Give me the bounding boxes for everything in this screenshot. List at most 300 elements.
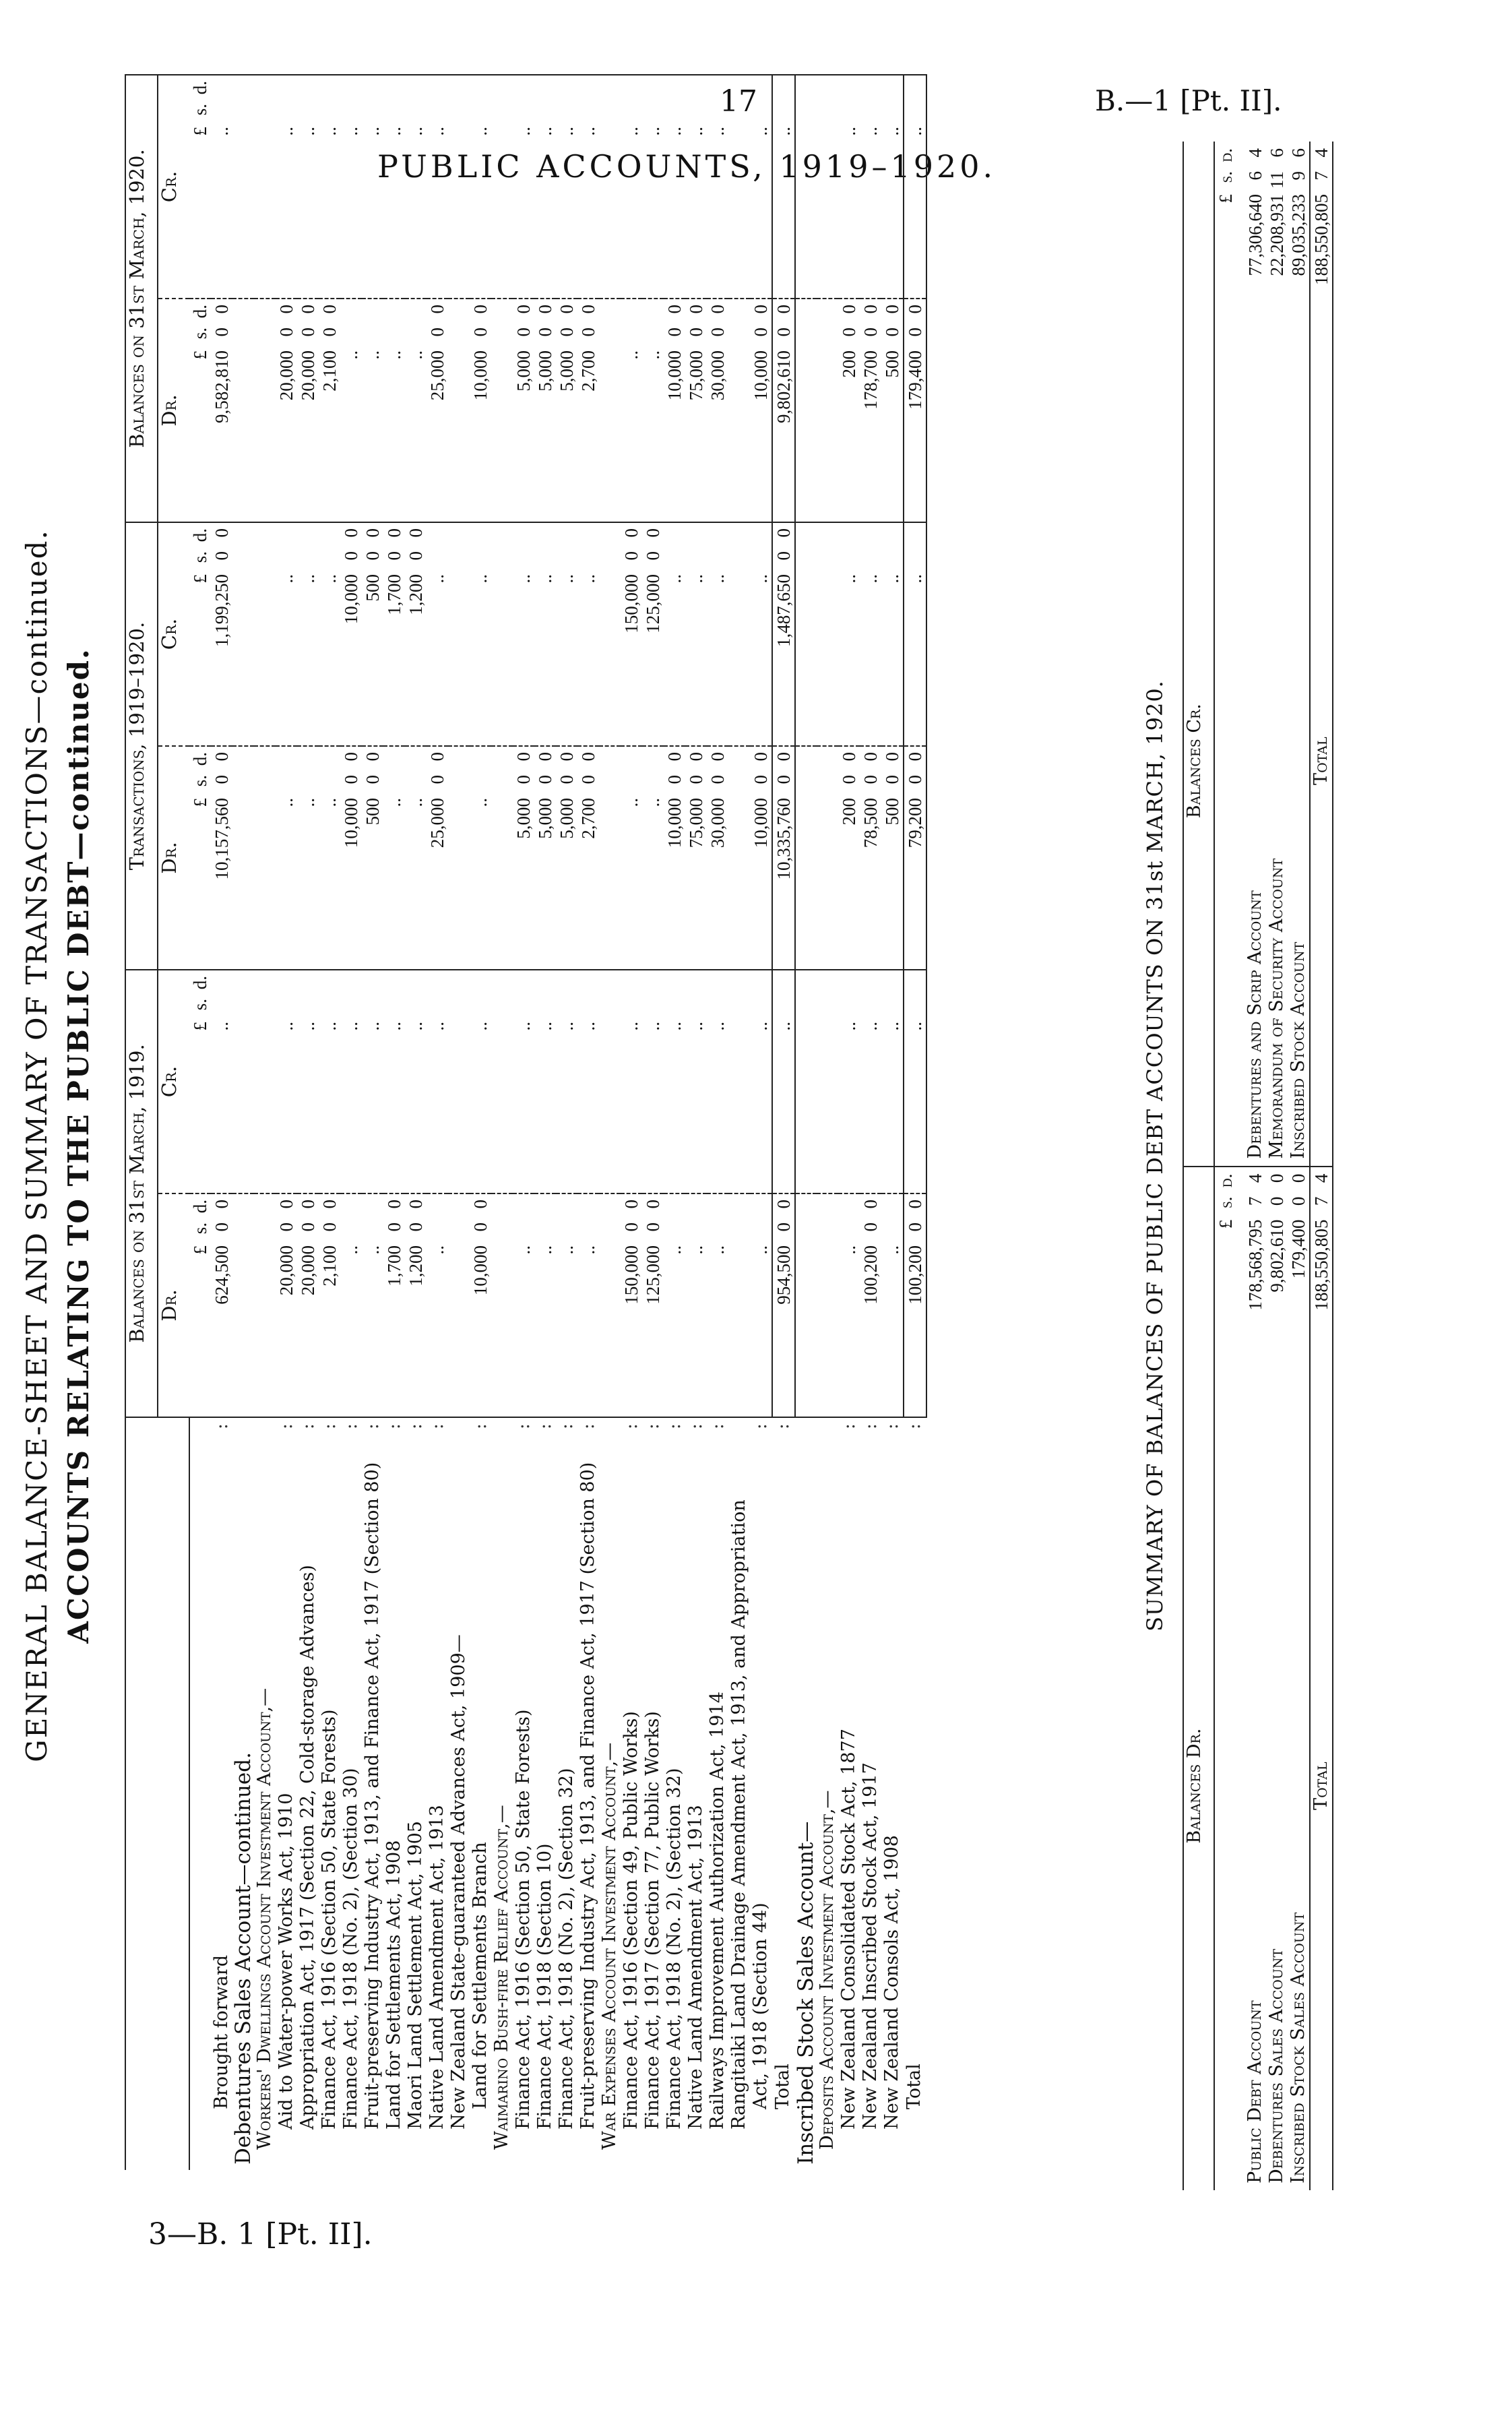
col-group-1919: Balances on 31st March, 1919. xyxy=(125,970,158,1417)
amount-cell-bcr xyxy=(599,970,621,1193)
amount-cell-tdr xyxy=(340,746,362,970)
summary-pound-cr: £ xyxy=(1216,194,1236,204)
amount-pounds: .. xyxy=(384,798,404,807)
leader-dots: : xyxy=(904,1423,924,1430)
row-label xyxy=(340,1417,362,2170)
amount-pounds: .. xyxy=(839,574,859,584)
amount-pounds: .. xyxy=(621,1022,641,1031)
row-label xyxy=(254,1417,276,2170)
summary-dr-total-shillings: 7 xyxy=(1311,1196,1331,1206)
table-row xyxy=(577,75,599,2170)
amount-pounds: 100,200 xyxy=(860,1245,881,1305)
main-subtitle: ACCOUNTS RELATING TO THE PUBLIC DEBT—continued. xyxy=(62,648,95,1644)
row-label-text: New Zealand Consols Act, 1908 xyxy=(881,1835,902,2130)
amount-pounds: .. xyxy=(212,1022,232,1031)
amount-pence: 0 xyxy=(774,305,794,314)
leader-dots: : xyxy=(383,1423,404,1430)
pence-unit: d. xyxy=(190,1200,210,1214)
amount-cell-tdr xyxy=(211,746,232,970)
summary-row xyxy=(1266,142,1288,2190)
amount-shillings: 0 xyxy=(905,775,925,784)
public-debt-table xyxy=(125,74,927,2170)
amount-pounds: .. xyxy=(707,574,728,584)
amount-shillings: 0 xyxy=(621,1222,641,1232)
summary-cr-label: Inscribed Stock Account xyxy=(1288,356,1310,1167)
amount-pounds: .. xyxy=(470,127,491,136)
summary-dr-pounds: 178,568,795 xyxy=(1245,1219,1265,1311)
row-label-text: Maori Land Settlement Act, 1905 xyxy=(405,1821,426,2130)
row-label-text: Finance Act, 1917 (Section 77, Public Works) xyxy=(642,1711,663,2130)
amount-pounds: .. xyxy=(882,1245,902,1255)
amount-cell-bdr xyxy=(860,1193,881,1417)
amount-pounds: .. xyxy=(860,1022,881,1031)
header-title: PUBLIC ACCOUNTS, 1919–1920. xyxy=(377,148,997,185)
amount-pence: 0 xyxy=(384,1200,404,1209)
amount-pence: 0 xyxy=(578,305,598,314)
amount-shillings: 0 xyxy=(707,328,728,337)
amount-cell-bcr xyxy=(642,970,664,1193)
amount-pounds: 5,000 xyxy=(535,350,555,392)
leader-dots: : xyxy=(750,1423,771,1430)
amount-cell-ecr xyxy=(254,75,276,299)
leader-dots: : xyxy=(513,1423,534,1430)
amount-cell-bdr xyxy=(340,1193,362,1417)
amount-pounds: .. xyxy=(905,127,925,136)
amount-cell-tdr xyxy=(817,746,838,970)
amount-pounds: .. xyxy=(535,1022,555,1031)
amount-pounds: .. xyxy=(557,127,577,136)
amount-pence: 0 xyxy=(905,1200,925,1209)
amount-shillings: 0 xyxy=(664,775,685,784)
amount-pounds: 10,157,560 xyxy=(212,798,232,880)
amount-shillings: 0 xyxy=(513,328,534,337)
amount-pence: 0 xyxy=(774,752,794,762)
unit-heading xyxy=(189,75,211,299)
summary-table xyxy=(1183,142,1333,2190)
amount-pounds: 5,000 xyxy=(513,798,534,839)
row-label-text: Finance Act, 1918 (No. 2), (Section 32) xyxy=(664,1768,685,2130)
amount-pounds: 75,000 xyxy=(686,350,706,401)
row-label-text: Fruit-preserving Industry Act, 1913, and Finance Act, 1917 (Section 80) xyxy=(577,1462,598,2130)
amount-pounds: .. xyxy=(470,798,491,807)
amount-pounds: .. xyxy=(621,350,641,360)
summary-cr-shillings: 6 xyxy=(1245,171,1265,181)
amount-shillings: 0 xyxy=(664,328,685,337)
table-row xyxy=(211,75,232,2170)
row-label xyxy=(664,1417,685,2170)
amount-pounds: .. xyxy=(774,127,794,136)
amount-pounds: .. xyxy=(363,1022,383,1031)
row-label xyxy=(904,1417,926,2170)
summary-cr-label: Memorandum of Security Account xyxy=(1266,356,1288,1167)
row-label xyxy=(838,1417,860,2170)
amount-cell-bcr xyxy=(707,970,728,1193)
amount-shillings: 0 xyxy=(905,328,925,337)
amount-cell-ecr xyxy=(707,75,728,299)
amount-cell-bdr xyxy=(599,1193,621,1417)
amount-pounds: .. xyxy=(427,127,447,136)
amount-cell-ecr xyxy=(276,75,297,299)
table-row xyxy=(685,75,707,2170)
amount-cell-tcr xyxy=(817,522,838,746)
amount-pounds: .. xyxy=(557,1022,577,1031)
summary-s-head: s. xyxy=(1216,1196,1236,1208)
amount-cell-edr xyxy=(772,299,795,522)
amount-cell-ecr xyxy=(383,75,405,299)
amount-pence: 0 xyxy=(470,1200,491,1209)
amount-cell-tcr xyxy=(599,522,621,746)
amount-pence: 0 xyxy=(276,1200,296,1209)
leader-dots: : xyxy=(881,1423,902,1430)
row-label-text: Finance Act, 1916 (Section 50, State Forests) xyxy=(513,1709,534,2130)
row-label xyxy=(276,1417,297,2170)
leader-dots: : xyxy=(470,1423,491,1430)
amount-cell-tcr xyxy=(795,522,817,746)
amount-pounds: .. xyxy=(751,574,771,584)
amount-cell-ecr xyxy=(838,75,860,299)
amount-cell-bdr xyxy=(838,1193,860,1417)
amount-cell-tdr xyxy=(448,746,470,970)
amount-pounds: .. xyxy=(578,574,598,584)
amount-pounds: .. xyxy=(578,1022,598,1031)
amount-pounds: .. xyxy=(298,1022,318,1031)
amount-cell-bcr xyxy=(904,970,926,1193)
summary-cr-amount xyxy=(1245,142,1266,356)
amount-cell-tcr xyxy=(860,522,881,746)
amount-cell-bcr xyxy=(211,970,232,1193)
row-label-text: Finance Act, 1918 (Section 10) xyxy=(534,1843,555,2130)
amount-shillings: 0 xyxy=(774,775,794,784)
amount-cell-edr xyxy=(795,299,817,522)
amount-cell-edr xyxy=(534,299,556,522)
amount-cell-tcr xyxy=(276,522,297,746)
amount-pounds: .. xyxy=(298,127,318,136)
amount-cell-tcr xyxy=(211,522,232,746)
row-label-text: Aid to Water-power Works Act, 1910 xyxy=(276,1793,296,2130)
amount-cell-bcr xyxy=(838,970,860,1193)
amount-cell-tcr xyxy=(383,522,405,746)
amount-cell-tcr xyxy=(405,522,427,746)
amount-pence: 0 xyxy=(905,752,925,762)
amount-shillings: 0 xyxy=(860,328,881,337)
row-label xyxy=(642,1417,664,2170)
summary-dr-shillings: 0 xyxy=(1267,1196,1287,1206)
amount-cell-ecr xyxy=(534,75,556,299)
amount-pounds: 500 xyxy=(363,798,383,826)
table-row xyxy=(642,75,664,2170)
amount-pounds: .. xyxy=(276,798,296,807)
amount-cell-bdr xyxy=(405,1193,427,1417)
amount-pence: 0 xyxy=(470,305,491,314)
amount-pence: 0 xyxy=(664,305,685,314)
amount-pounds: .. xyxy=(557,1245,577,1255)
amount-shillings: 0 xyxy=(686,775,706,784)
amount-shillings: 0 xyxy=(212,1222,232,1232)
amount-shillings: 0 xyxy=(427,775,447,784)
amount-pence: 0 xyxy=(686,752,706,762)
amount-cell-bdr xyxy=(642,1193,664,1417)
table-row xyxy=(427,75,448,2170)
amount-cell-ecr xyxy=(728,75,750,299)
amount-cell-bdr xyxy=(728,1193,750,1417)
amount-pounds: .. xyxy=(341,127,361,136)
leader-dots: : xyxy=(362,1423,383,1430)
amount-shillings: 0 xyxy=(406,551,426,561)
amount-cell-bdr xyxy=(297,1193,319,1417)
amount-pounds: 5,000 xyxy=(535,798,555,839)
amount-cell-tdr xyxy=(881,746,904,970)
amount-shillings: 0 xyxy=(341,775,361,784)
amount-pounds: .. xyxy=(839,1022,859,1031)
amount-cell-tdr xyxy=(728,746,750,970)
table-row xyxy=(340,75,362,2170)
amount-pounds: 75,000 xyxy=(686,798,706,848)
amount-cell-tcr xyxy=(621,522,642,746)
amount-shillings: 0 xyxy=(363,775,383,784)
amount-cell-bdr xyxy=(795,1193,817,1417)
row-label xyxy=(405,1417,427,2170)
summary-dr-pence: 4 xyxy=(1245,1173,1265,1183)
table-row xyxy=(664,75,685,2170)
table-row xyxy=(254,75,276,2170)
dr-heading: Dr. xyxy=(158,299,189,522)
amount-cell-bcr xyxy=(556,970,577,1193)
amount-pence: 0 xyxy=(707,752,728,762)
amount-cell-bcr xyxy=(297,970,319,1193)
amount-cell-tcr xyxy=(297,522,319,746)
amount-cell-edr xyxy=(448,299,470,522)
row-label xyxy=(470,1417,491,2170)
amount-shillings: 0 xyxy=(621,551,641,561)
amount-cell-tcr xyxy=(707,522,728,746)
amount-shillings: 0 xyxy=(751,328,771,337)
amount-cell-bcr xyxy=(664,970,685,1193)
amount-cell-ecr xyxy=(556,75,577,299)
amount-pounds: .. xyxy=(860,574,881,584)
row-label xyxy=(728,1417,750,2170)
amount-pounds: 9,582,810 xyxy=(212,350,232,423)
amount-shillings: 0 xyxy=(557,328,577,337)
amount-cell-tcr xyxy=(319,522,340,746)
amount-pence: 0 xyxy=(319,305,340,314)
shilling-unit: s. xyxy=(190,328,210,340)
amount-cell-bdr xyxy=(556,1193,577,1417)
summary-dr-pence: 0 xyxy=(1288,1173,1309,1183)
amount-cell-ecr xyxy=(664,75,685,299)
amount-cell-tcr xyxy=(491,522,513,746)
amount-pounds: 178,700 xyxy=(860,350,881,410)
row-label-text: Native Land Amendment Act, 1913 xyxy=(427,1805,447,2130)
amount-pounds: .. xyxy=(860,127,881,136)
amount-cell-tcr xyxy=(577,522,599,746)
summary-cr-amount xyxy=(1288,142,1310,356)
amount-cell-bdr xyxy=(772,1193,795,1417)
shilling-unit: s. xyxy=(190,1222,210,1235)
row-label-text: Finance Act, 1916 (Section 49, Public Works) xyxy=(621,1711,641,2130)
table-row xyxy=(405,75,427,2170)
amount-cell-tdr xyxy=(427,746,448,970)
amount-cell-ecr xyxy=(491,75,513,299)
table-row xyxy=(838,75,860,2170)
amount-pounds: .. xyxy=(363,127,383,136)
amount-cell-edr xyxy=(685,299,707,522)
amount-pounds: .. xyxy=(664,127,685,136)
leader-dots: : xyxy=(556,1423,577,1430)
summary-cr-amount xyxy=(1266,142,1288,356)
row-label-text: Total xyxy=(904,2064,924,2109)
amount-pounds: 125,000 xyxy=(643,1245,663,1305)
shilling-unit: s. xyxy=(190,775,210,787)
amount-pounds: .. xyxy=(470,1022,491,1031)
leader-dots: : xyxy=(427,1423,447,1430)
leader-dots: : xyxy=(621,1423,641,1430)
summary-cr-pounds: 22,208,931 xyxy=(1267,194,1287,276)
amount-cell-edr xyxy=(362,299,383,522)
amount-pounds: .. xyxy=(686,574,706,584)
amount-pounds: .. xyxy=(621,127,641,136)
amount-pence: 0 xyxy=(621,1200,641,1209)
amount-pounds: .. xyxy=(298,574,318,584)
row-label-text: Debentures Sales Account—continued. xyxy=(231,1752,255,2165)
amount-cell-bcr xyxy=(470,970,491,1193)
amount-cell-bcr xyxy=(860,970,881,1193)
leader-dots: : xyxy=(297,1423,318,1430)
amount-cell-tdr xyxy=(599,746,621,970)
amount-cell-tdr xyxy=(232,746,254,970)
amount-pounds: .. xyxy=(384,1022,404,1031)
amount-pounds: .. xyxy=(406,1022,426,1031)
amount-pounds: 5,000 xyxy=(557,350,577,392)
table-row xyxy=(319,75,340,2170)
amount-pence: 0 xyxy=(427,305,447,314)
col-group-1920: Balances on 31st March, 1920. xyxy=(125,75,158,522)
amount-pounds: .. xyxy=(470,574,491,584)
amount-shillings: 0 xyxy=(578,775,598,784)
amount-cell-bdr xyxy=(621,1193,642,1417)
amount-cell-edr xyxy=(297,299,319,522)
table-row xyxy=(297,75,319,2170)
summary-total-row xyxy=(1310,142,1333,2190)
amount-pounds: .. xyxy=(535,127,555,136)
amount-cell-bdr xyxy=(577,1193,599,1417)
amount-cell-tcr xyxy=(772,522,795,746)
table-row xyxy=(621,75,642,2170)
table-row xyxy=(232,75,254,2170)
amount-cell-ecr xyxy=(448,75,470,299)
amount-cell-tdr xyxy=(750,746,772,970)
summary-cr-label: Debentures and Scrip Account xyxy=(1245,356,1266,1167)
cr-heading: Cr. xyxy=(158,75,189,299)
amount-pounds: .. xyxy=(341,1245,361,1255)
leader-dots: : xyxy=(534,1423,555,1430)
pence-unit: d. xyxy=(190,305,210,319)
amount-shillings: 0 xyxy=(882,775,902,784)
amount-pence: 0 xyxy=(707,305,728,314)
amount-pounds: .. xyxy=(882,574,902,584)
amount-pounds: .. xyxy=(707,1022,728,1031)
table-row xyxy=(860,75,881,2170)
row-label xyxy=(881,1417,904,2170)
amount-pounds: 78,500 xyxy=(860,798,881,848)
pence-unit: d. xyxy=(190,81,210,95)
amount-pounds: .. xyxy=(905,574,925,584)
table-row xyxy=(728,75,750,2170)
row-label-text: Rangitaiki Land Drainage Amendment Act, 1913, and Appropriation xyxy=(728,1499,749,2130)
amount-cell-tcr xyxy=(838,522,860,746)
amount-cell-tdr xyxy=(621,746,642,970)
amount-cell-tdr xyxy=(685,746,707,970)
table-row xyxy=(362,75,383,2170)
amount-cell-tcr xyxy=(362,522,383,746)
amount-pence: 0 xyxy=(839,305,859,314)
summary-total-label-cr: Total xyxy=(1310,356,1333,1167)
summary-dr-amount xyxy=(1245,1167,1266,1382)
leader-dots: : xyxy=(707,1423,728,1430)
amount-cell-edr xyxy=(405,299,427,522)
pound-unit: £ xyxy=(190,798,210,807)
amount-pence: 0 xyxy=(751,305,771,314)
summary-cr-total-pence: 4 xyxy=(1311,148,1331,158)
unit-heading xyxy=(189,746,211,970)
row-label xyxy=(534,1417,556,2170)
row-label xyxy=(685,1417,707,2170)
amount-pence: 0 xyxy=(751,752,771,762)
amount-pounds: 500 xyxy=(882,798,902,826)
amount-pounds: .. xyxy=(707,127,728,136)
amount-pounds: .. xyxy=(427,574,447,584)
amount-shillings: 0 xyxy=(276,328,296,337)
amount-pounds: .. xyxy=(686,1245,706,1255)
amount-pence: 0 xyxy=(298,305,318,314)
amount-pounds: 1,200 xyxy=(406,1245,426,1286)
row-label xyxy=(448,1417,470,2170)
summary-dr-pence: 0 xyxy=(1267,1173,1287,1183)
amount-pounds: .. xyxy=(427,1245,447,1255)
row-label xyxy=(860,1417,881,2170)
row-label-text: Land for Settlements Branch xyxy=(470,1842,491,2109)
amount-shillings: 0 xyxy=(298,1222,318,1232)
amount-cell-ecr xyxy=(405,75,427,299)
amount-cell-edr xyxy=(599,299,621,522)
summary-d-head: d. xyxy=(1216,1173,1236,1188)
amount-pounds: .. xyxy=(686,127,706,136)
amount-cell-tdr xyxy=(795,746,817,970)
amount-shillings: 0 xyxy=(774,551,794,561)
amount-cell-tcr xyxy=(881,522,904,746)
amount-pounds: .. xyxy=(384,350,404,360)
amount-cell-edr xyxy=(642,299,664,522)
amount-cell-tcr xyxy=(232,522,254,746)
amount-cell-bcr xyxy=(685,970,707,1193)
leader-dots: : xyxy=(664,1423,685,1430)
pence-unit: d. xyxy=(190,528,210,542)
amount-pounds: 5,000 xyxy=(513,350,534,392)
amount-shillings: 0 xyxy=(212,328,232,337)
amount-cell-bcr xyxy=(340,970,362,1193)
amount-pence: 0 xyxy=(212,305,232,314)
amount-pounds: .. xyxy=(535,574,555,584)
amount-cell-ecr xyxy=(319,75,340,299)
amount-pounds: .. xyxy=(774,1022,794,1031)
summary-cr-pence: 6 xyxy=(1288,148,1309,158)
amount-pounds: .. xyxy=(839,127,859,136)
amount-cell-bdr xyxy=(448,1193,470,1417)
table-row xyxy=(599,75,621,2170)
amount-pounds: 624,500 xyxy=(212,1245,232,1305)
amount-pounds: 10,000 xyxy=(341,798,361,848)
summary-cr-shillings: 9 xyxy=(1288,171,1309,181)
amount-pounds: 125,000 xyxy=(643,574,663,633)
